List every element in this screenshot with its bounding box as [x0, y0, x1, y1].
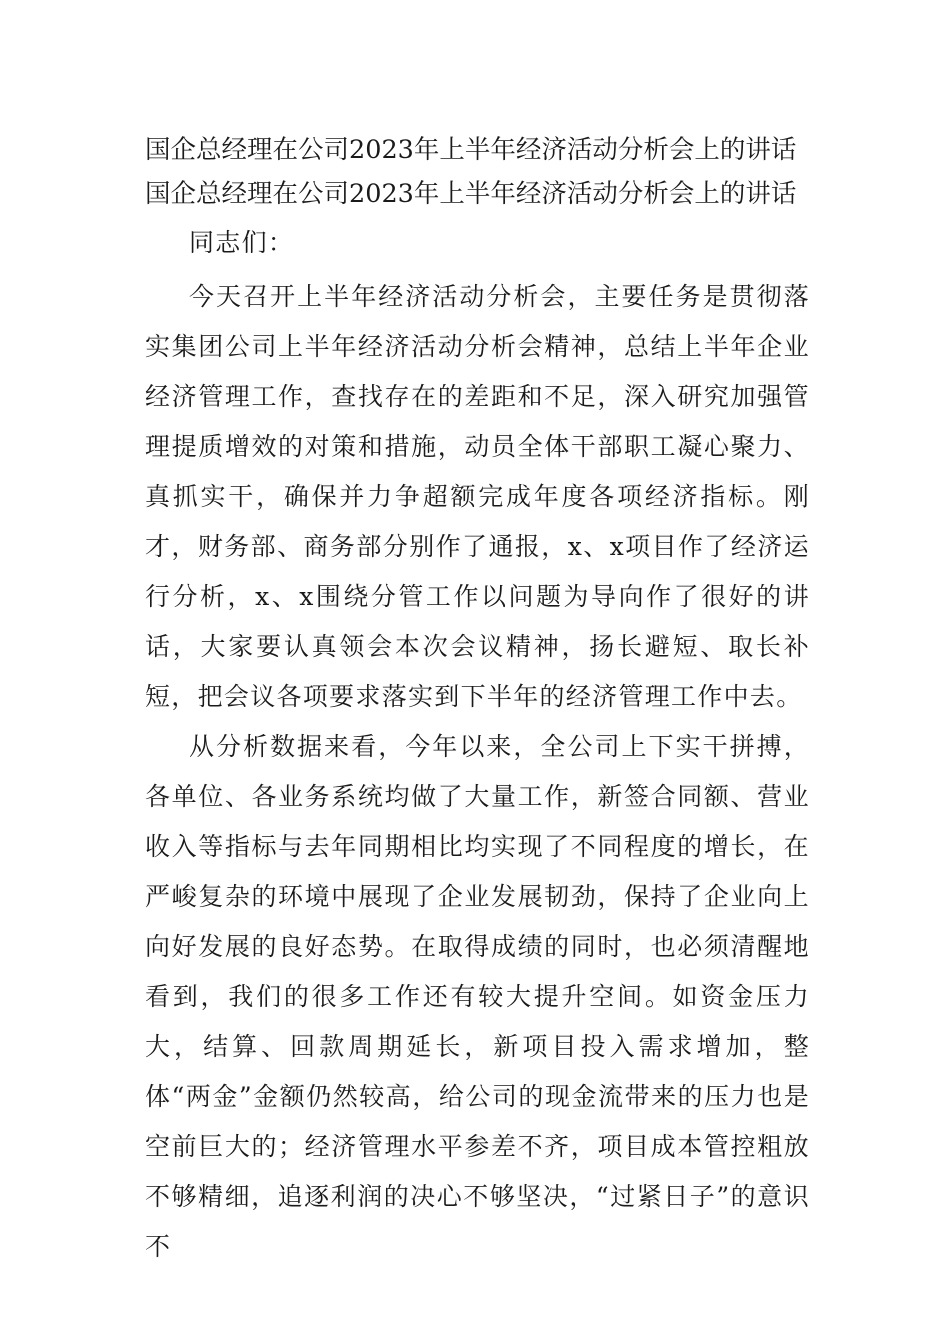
greeting: 同志们： [189, 228, 295, 257]
document-title-repeat: 国企总经理在公司2023年上半年经济活动分析会上的讲话 [145, 179, 797, 209]
paragraph-2: 从分析数据来看，今年以来，全公司上下实干拼搏，各单位、各业务系统均做了大量工作，新签合同额、营业收入等指标与去年同期相比均实现了不同程度的增长，在严峻复杂的环境中展现了企业发展韧劲，保持了企业向上向好发展的良好态势。在取得成绩的同时，也必须清醒地看到，我们的很多工作还有较大提升空间。如资金压力大，结算、回款周期延长，新项目投入需求增加，整体“两金”金额仍然较高，给公司的现金流带来的压力也是空前巨大的；经济管理水平参差不齐，项目成本管控粗放不够精细，追逐利润的决心不够坚决，“过紧日子”的意识不 [145, 732, 810, 1261]
paragraph-1: 今天召开上半年经济活动分析会，主要任务是贯彻落实集团公司上半年经济活动分析会精神，总结上半年企业经济管理工作，查找存在的差距和不足，深入研究加强管理提质增效的对策和措施，动员全体干部职工凝心聚力、真抓实干，确保并力争超额完成年度各项经济指标。刚才，财务部、商务部分别作了通报，x、x项目作了经济运行分析，x、x围绕分管工作以问题为导向作了很好的讲话，大家要认真领会本次会议精神，扬长避短、取长补短，把会议各项要求落实到下半年的经济管理工作中去。 [145, 282, 810, 711]
document-title: 国企总经理在公司2023年上半年经济活动分析会上的讲话 [145, 135, 797, 165]
document-body [145, 128, 810, 1272]
